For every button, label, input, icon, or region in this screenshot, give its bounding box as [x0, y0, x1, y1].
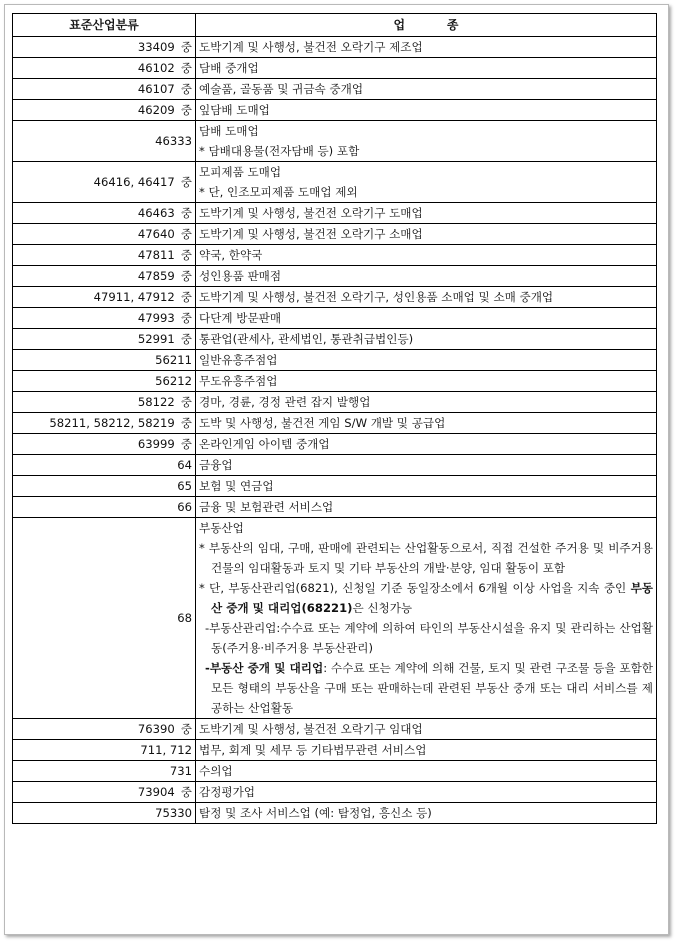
realestate-note2 — [199, 578, 653, 618]
industry-cell — [196, 476, 657, 497]
industry-text: 일반유흥주점업 — [199, 353, 278, 367]
industry-text: 보험 및 연금업 — [199, 479, 274, 493]
industry-text: 도박기계 및 사행성, 불건전 오락기구, 성인용품 소매업 및 소매 중개업 — [199, 290, 554, 304]
code-cell — [13, 245, 196, 266]
level-mark: 중 — [180, 437, 192, 451]
code-text: 56211 — [155, 353, 192, 367]
industry-cell — [196, 162, 657, 203]
industry-text: 감정평가업 — [199, 785, 255, 799]
industry-cell — [196, 203, 657, 224]
table-row — [13, 266, 657, 287]
code-cell — [13, 329, 196, 350]
code-cell — [13, 371, 196, 392]
table-row — [13, 37, 657, 58]
sub2-dash: - — [205, 661, 210, 675]
code-cell — [13, 761, 196, 782]
industry-cell — [196, 719, 657, 740]
industry-cell — [196, 266, 657, 287]
industry-text: 도박기계 및 사행성, 불건전 오락기구 제조업 — [199, 40, 423, 54]
industry-text: 통관업(관세사, 관세법인, 통관취급법인등) — [199, 332, 414, 346]
level-mark: 중 — [180, 82, 192, 96]
table-row — [13, 392, 657, 413]
code-cell — [13, 740, 196, 761]
code-cell — [13, 100, 196, 121]
industry-text: 도박기계 및 사행성, 불건전 오락기구 소매업 — [199, 227, 423, 241]
table-row — [13, 79, 657, 100]
level-mark: 중 — [180, 785, 192, 799]
code-text: 56212 — [155, 374, 192, 388]
industry-cell — [196, 121, 657, 162]
table-row — [13, 121, 657, 162]
industry-text: 수의업 — [199, 764, 233, 778]
table-row — [13, 350, 657, 371]
code-text: 68 — [177, 611, 192, 625]
table-row — [13, 287, 657, 308]
industry-table — [12, 13, 657, 824]
code-text: 76390 — [137, 722, 175, 736]
industry-cell — [196, 287, 657, 308]
code-cell — [13, 782, 196, 803]
code-cell — [13, 224, 196, 245]
table-row — [13, 719, 657, 740]
code-text: 47811 — [137, 248, 175, 262]
industry-cell — [196, 79, 657, 100]
table-header — [13, 14, 657, 37]
table-row — [13, 162, 657, 203]
level-mark: 중 — [180, 311, 192, 325]
table-row — [13, 413, 657, 434]
code-text: 711, 712 — [140, 743, 192, 757]
level-mark: 중 — [180, 332, 192, 346]
table-row — [13, 329, 657, 350]
level-mark: 중 — [180, 40, 192, 54]
table-row — [13, 782, 657, 803]
level-mark: 중 — [180, 103, 192, 117]
code-text: 52991 — [137, 332, 175, 346]
realestate-sub2 — [199, 658, 653, 718]
table-row — [13, 497, 657, 518]
code-cell — [13, 497, 196, 518]
level-mark: 중 — [180, 227, 192, 241]
industry-cell — [196, 329, 657, 350]
industry-cell — [196, 350, 657, 371]
code-cell — [13, 719, 196, 740]
code-cell — [13, 308, 196, 329]
level-mark: 중 — [180, 248, 192, 262]
table-row — [13, 203, 657, 224]
industry-cell — [196, 761, 657, 782]
industry-cell — [196, 782, 657, 803]
industry-text: 담배 중개업 — [199, 61, 259, 75]
industry-text: 잎담배 도매업 — [199, 103, 270, 117]
code-text: 66 — [177, 500, 192, 514]
code-text: 47859 — [137, 269, 175, 283]
table-row — [13, 434, 657, 455]
level-mark: 중 — [180, 269, 192, 283]
code-text: 46333 — [155, 134, 192, 148]
industry-cell — [196, 224, 657, 245]
table-row — [13, 455, 657, 476]
code-cell — [13, 518, 196, 719]
industry-text: 탐정 및 조사 서비스업 (예: 탐정업, 흥신소 등) — [199, 806, 432, 820]
code-cell — [13, 203, 196, 224]
table-row — [13, 761, 657, 782]
industry-cell — [196, 100, 657, 121]
industry-cell — [196, 392, 657, 413]
industry-text: 성인용품 판매점 — [199, 269, 282, 283]
industry-text: 금융업 — [199, 458, 233, 472]
code-text: 63999 — [137, 437, 175, 451]
code-text: 46209 — [137, 103, 175, 117]
level-mark: 중 — [180, 175, 192, 189]
level-mark: 중 — [180, 61, 192, 75]
note1-text: * 부동산의 임대, 구매, 판매에 관련되는 산업활동으로서, 직접 건설한 주거용 및 비주거용 건물의 임대활동과 토지 및 기타 부동산의 개발·분양, 임대 활동이 포함 — [199, 541, 653, 575]
table-row — [13, 58, 657, 79]
table-row — [13, 245, 657, 266]
code-cell — [13, 392, 196, 413]
level-mark: 중 — [180, 722, 192, 736]
table-row — [13, 476, 657, 497]
note2-post: 은 신청가능 — [352, 601, 413, 615]
industry-text: 무도유흥주점업 — [199, 374, 278, 388]
realestate-title: 부동산업 — [199, 521, 244, 535]
level-mark: 중 — [180, 206, 192, 220]
industry-cell — [196, 245, 657, 266]
table-row — [13, 371, 657, 392]
level-mark: 중 — [180, 395, 192, 409]
code-cell — [13, 121, 196, 162]
industry-text: 모피제품 도매업 — [199, 165, 282, 179]
industry-cell — [196, 58, 657, 79]
industry-text: 다단계 방문판매 — [199, 311, 282, 325]
code-text: 33409 — [137, 40, 175, 54]
level-mark: 중 — [180, 416, 192, 430]
code-text: 46107 — [137, 82, 175, 96]
code-text: 46416, 46417 — [93, 175, 175, 189]
realestate-sub1 — [199, 618, 653, 658]
industry-cell — [196, 37, 657, 58]
code-cell — [13, 803, 196, 824]
table-row — [13, 224, 657, 245]
table-row — [13, 308, 657, 329]
code-text: 46102 — [137, 61, 175, 75]
sub2-text: : 수수료 또는 계약에 의해 건물, 토지 및 관련 구조물 등을 포함한 모든 형태의 부동산을 구매 또는 판매하는데 관련된 부동산 중개 또는 대리 서비스를 제공하는 산업활동 — [211, 661, 654, 715]
industry-cell — [196, 518, 657, 719]
code-cell — [13, 413, 196, 434]
code-text: 731 — [169, 764, 192, 778]
sub2-bold: 부동산 중개 및 대리업 — [209, 661, 324, 675]
industry-cell — [196, 803, 657, 824]
header-code: 표준산업분류 — [13, 14, 196, 37]
industry-note: * 담배대용물(전자담배 등) 포함 — [199, 144, 360, 158]
note2-pre: * 단, 부동산관리업(6821), 신청일 기준 동일장소에서 6개월 이상 사업을 지속 중인 — [199, 581, 631, 595]
note2-bold: 부동산 중개 및 대리업(68221) — [211, 581, 653, 615]
code-text: 73904 — [137, 785, 175, 799]
code-cell — [13, 434, 196, 455]
table-row — [13, 803, 657, 824]
industry-cell — [196, 308, 657, 329]
industry-cell — [196, 497, 657, 518]
code-cell — [13, 455, 196, 476]
code-text: 58211, 58212, 58219 — [49, 416, 175, 430]
industry-text: 도박기계 및 사행성, 불건전 오락기구 임대업 — [199, 722, 423, 736]
code-text: 47911, 47912 — [93, 290, 175, 304]
industry-note: * 단, 인조모피제품 도매업 제외 — [199, 185, 358, 199]
industry-text: 법무, 회계 및 세무 등 기타법무관련 서비스업 — [199, 743, 427, 757]
realestate-note1 — [199, 538, 653, 578]
code-cell — [13, 162, 196, 203]
code-cell — [13, 266, 196, 287]
industry-cell — [196, 455, 657, 476]
industry-text: 담배 도매업 — [199, 124, 259, 138]
industry-text: 도박기계 및 사행성, 불건전 오락기구 도매업 — [199, 206, 423, 220]
header-industry: 업 종 — [196, 14, 657, 37]
code-text: 65 — [177, 479, 192, 493]
table-row — [13, 740, 657, 761]
sub1-text: -부동산관리업:수수료 또는 계약에 의하여 타인의 부동산시설을 유지 및 관리하는 산업활동(주거용·비주거용 부동산관리) — [205, 621, 653, 655]
industry-text: 예술품, 골동품 및 귀금속 중개업 — [199, 82, 364, 96]
code-text: 46463 — [137, 206, 175, 220]
code-text: 64 — [177, 458, 192, 472]
code-text: 47993 — [137, 311, 175, 325]
code-cell — [13, 350, 196, 371]
code-text: 75330 — [155, 806, 192, 820]
industry-text: 도박 및 사행성, 불건전 게임 S/W 개발 및 공급업 — [199, 416, 446, 430]
industry-cell — [196, 371, 657, 392]
code-text: 58122 — [137, 395, 175, 409]
level-mark: 중 — [180, 290, 192, 304]
industry-text: 금융 및 보험관련 서비스업 — [199, 500, 334, 514]
table-row-realestate — [13, 518, 657, 719]
code-cell — [13, 79, 196, 100]
industry-text: 약국, 한약국 — [199, 248, 263, 262]
industry-text: 온라인게임 아이템 중개업 — [199, 437, 330, 451]
industry-cell — [196, 413, 657, 434]
industry-cell — [196, 740, 657, 761]
code-cell — [13, 287, 196, 308]
code-cell — [13, 58, 196, 79]
code-cell — [13, 476, 196, 497]
industry-text: 경마, 경륜, 경정 관련 잡지 발행업 — [199, 395, 371, 409]
code-cell — [13, 37, 196, 58]
table-row — [13, 100, 657, 121]
industry-cell — [196, 434, 657, 455]
code-text: 47640 — [137, 227, 175, 241]
